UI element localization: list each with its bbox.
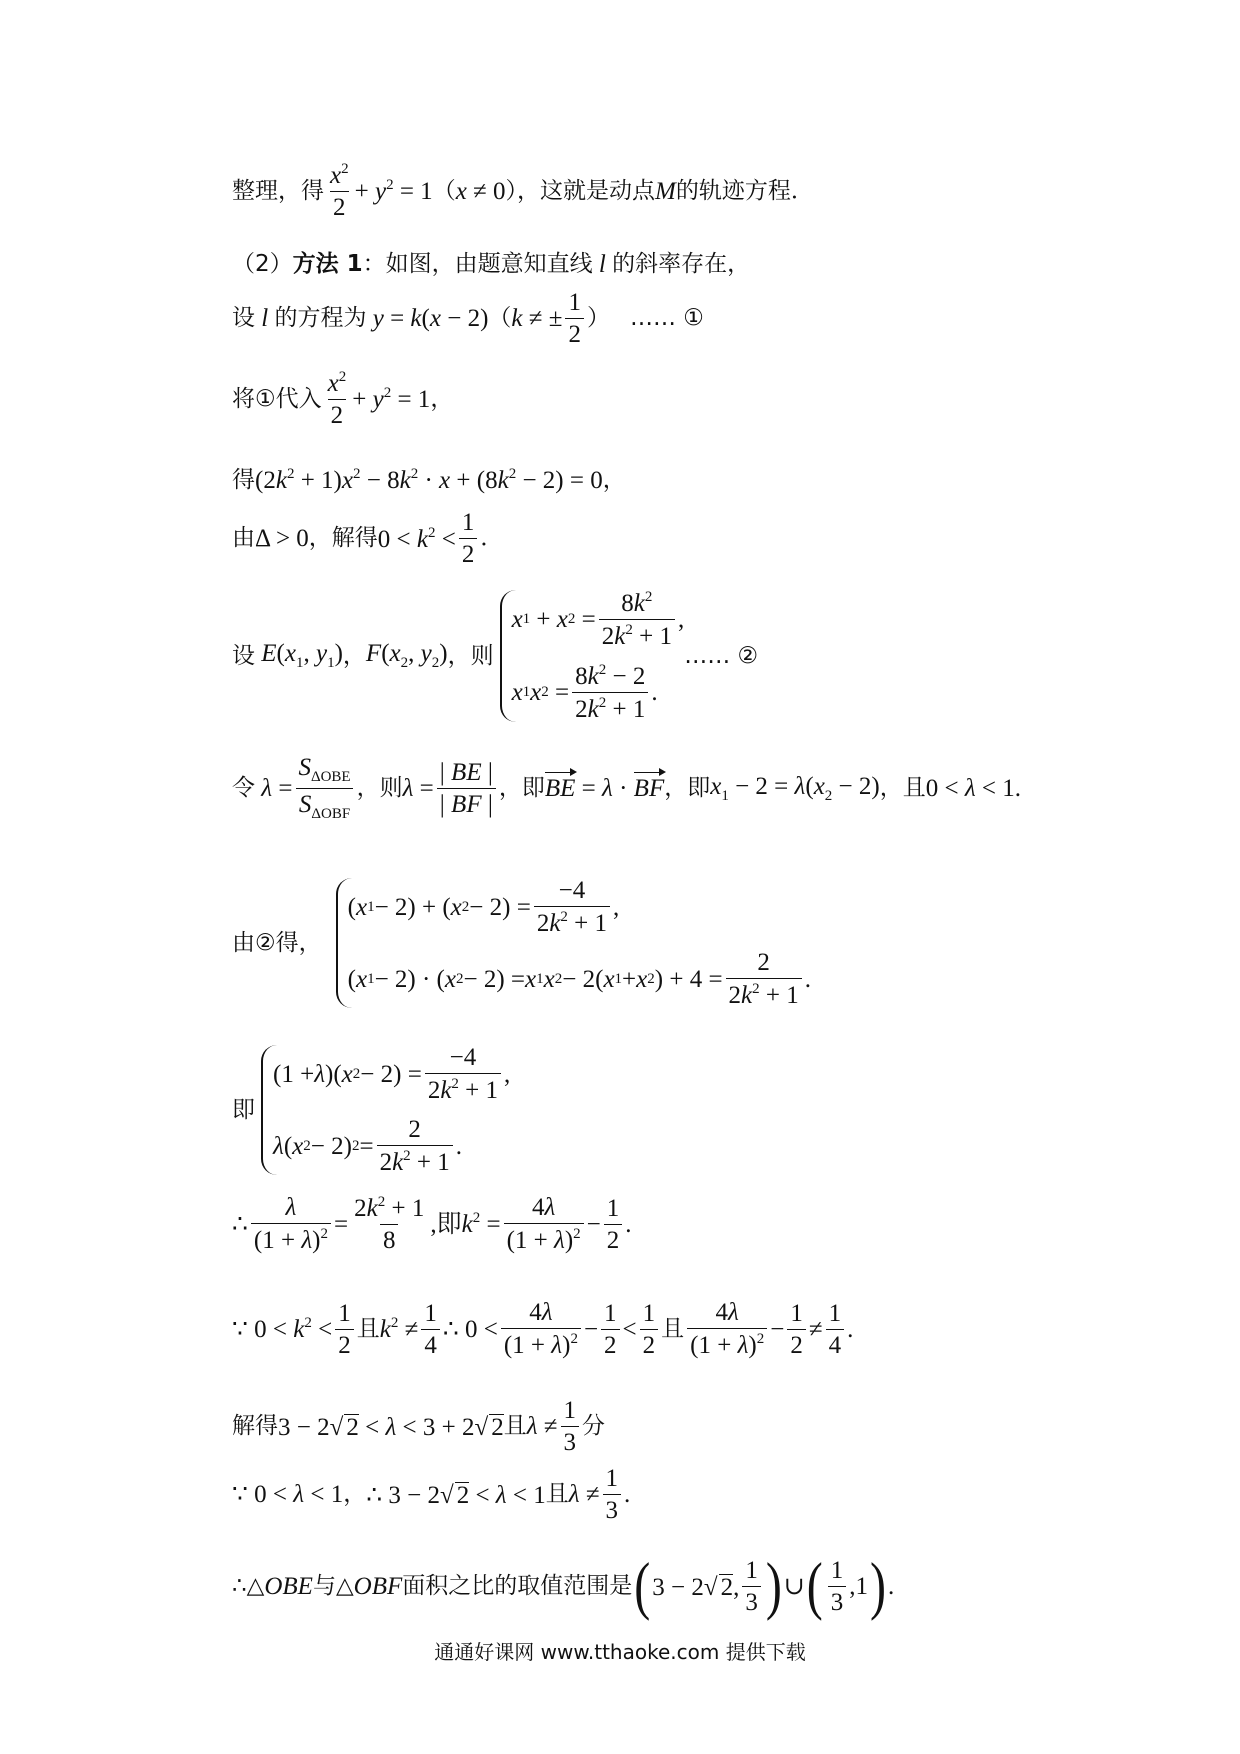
equation-system-vieta: x 1 + x 2 = $\frac{8k^2}{2k^2 + 1}$ , x 1 x 2 = $\frac{8k^2 - 2}{2k^2 + 1}$ .: [500, 590, 685, 722]
line-line-equation: 设 l 的方程为 y = k(x − 2) （ k ≠ ± $\frac{1}{2}$ ） …… ①: [232, 289, 704, 348]
line-lambda-definition: 令 λ = $\frac{S_{\Delta OBE}}{S_{\Delta OBF}}$ ，则 λ = $\frac{| BE |}{| BF |}$ ，即 BE = λ · BF ，即 $x_1 - 2 = \lambda(x_2 - 2)$ ，且 0 < λ < 1.: [232, 754, 1022, 822]
line-lambda-system: 即 (1 + λ )( x 2 − 2) = $\frac{-4}{2k^2 + 1}$ , λ ( x 2 − 2) 2 = $\frac{2}{2k^2 + 1}$ .: [232, 1044, 511, 1176]
line-vieta-system: 设 $E(x_1$, $y_1$) ， $F(x_2$, $y_2$) ，则 x 1 + x 2 = $\frac{8k^2}{2k^2 + 1}$ , x 1 x 2 = $\frac{8k^2 - 2}{2k^2 + 1}$ . …… ②: [232, 589, 759, 723]
line-solve-lambda: 解得 3 − 2√ 2 < λ < 3 + 2√ 2 且 λ ≠ $\frac{1}{3}$ 分: [232, 1397, 605, 1456]
line-inequality: ∵ $0 < k^2$ < $\frac{1}{2}$ 且 $k^2$ ≠ $\frac{1}{4}$ ∴ 0 < $\frac{4\lambda}{(1 + \lambda)^2}$ − $\frac{1}{2}$ < $\frac{1}{2}$ 且 $\frac{4\lambda}{(1 + \lambda)^2}$ − $\frac{1}{2}$ ≠ $\frac{1}{4}$ .: [232, 1299, 854, 1359]
page-footer: 通通好课网 www.tthaoke.com 提供下载: [434, 1640, 806, 1664]
line-discriminant: 由 Δ > 0 ，解得 $0 < k^2$ < $\frac{1}{2}$ ．: [232, 509, 504, 568]
line-lambda-range: ∵ 0 < λ < 1 ， ∴ 3 − 2√ 2 < λ < 1 且 λ ≠ $\frac{1}{3}$ .: [232, 1465, 631, 1524]
line-k-squared: ∴ $\frac{\lambda}{(1 + \lambda)^2}$ = $\frac{2k^2 + 1}{8}$ ,即$k^2$ = $\frac{4\lambda}{(1 + \lambda)^2}$ − $\frac{1}{2}$ .: [232, 1194, 632, 1254]
line-quadratic: 得 $(2k^2 + 1)x^2 - 8k^2 \cdot x + (8k^2 - 2) = 0$ ，: [232, 466, 626, 494]
equation-system-lambda: (1 + λ )( x 2 − 2) = $\frac{-4}{2k^2 + 1}$ , λ ( x 2 − 2) 2 = $\frac{2}{2k^2 + 1}$ .: [261, 1045, 510, 1175]
line-ellipse-equation: 整理，得 $\frac{x^2}{2}$ + $y^2 = 1$ （ x ≠ 0 ），这就是动点 M 的轨迹方程．: [232, 161, 814, 221]
line-substitute: 将①代入 $\frac{x^2}{2}$ + $y^2 = 1$ ，: [232, 369, 454, 429]
line-from-system-2: 由②得， ( x 1 − 2) + ( x 2 − 2) = $\frac{-4}{2k^2 + 1}$ , ( x 1 − 2) · ( x 2 − 2) = x 1 x 2 − 2( x 1 + x 2 ) + 4 = $\frac{2}{2k^2 + 1}$ .: [232, 877, 812, 1009]
equation-system-shifted: ( x 1 − 2) + ( x 2 − 2) = $\frac{-4}{2k^2 + 1}$ , ( x 1 − 2) · ( x 2 − 2) = x 1 x 2 − 2( x 1 + x 2 ) + 4 = $\frac{2}{2k^2 + 1}$ .: [336, 878, 811, 1008]
line-method-intro: （2） 方法 1 ：如图，由题意知直线 l 的斜率存在，: [232, 251, 751, 278]
line-conclusion: ∴△ OBE 与△ OBF 面积之比的取值范围是 ( 3 − 2√ 2, $\frac{1}{3}$ ) ∪ ( $\frac{1}{3}$ ,1 ) .: [232, 1550, 895, 1622]
